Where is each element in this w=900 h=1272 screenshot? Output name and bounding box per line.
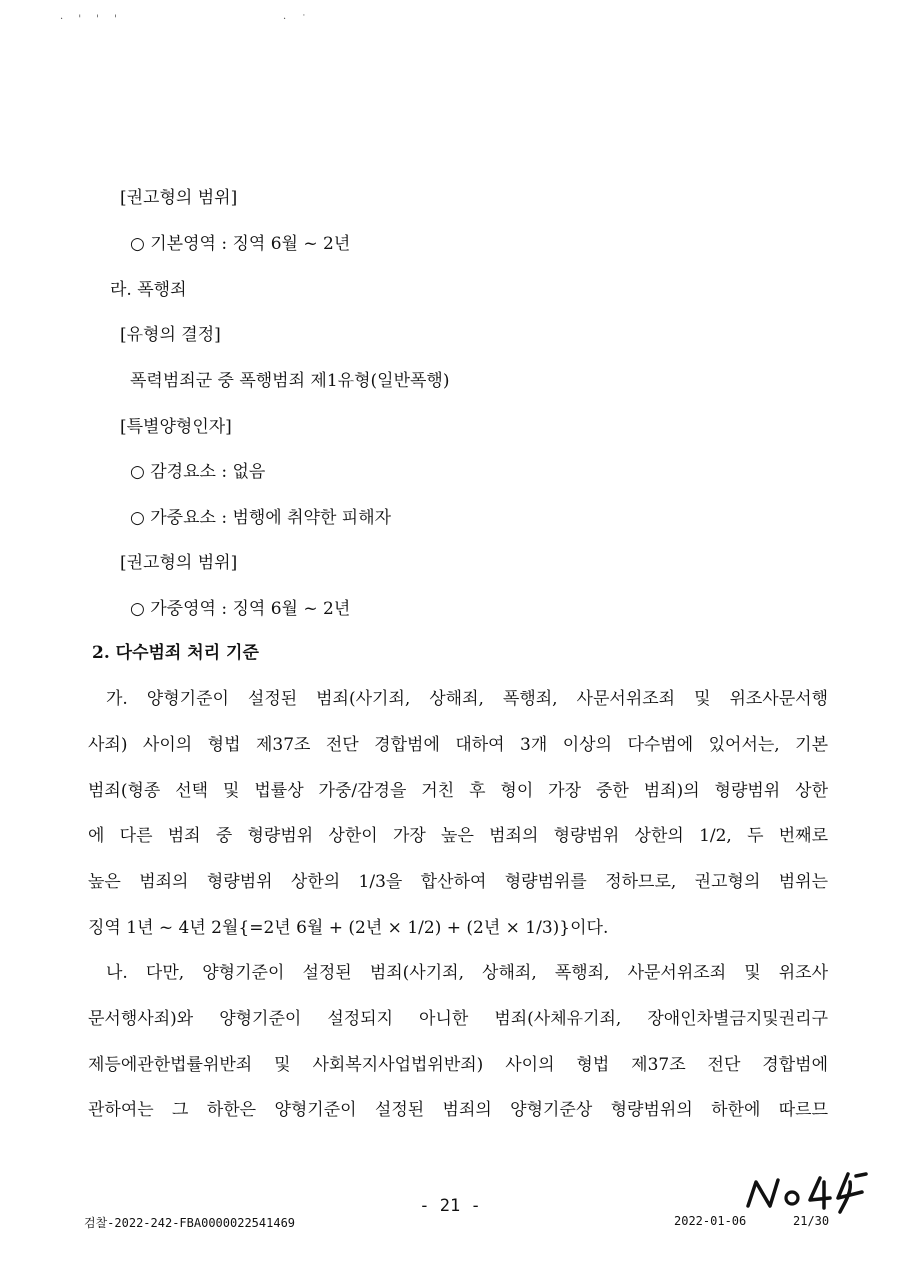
handwritten-page-mark — [744, 1168, 874, 1218]
paragraph-line: 징역 1년 ~ 4년 2월{=2년 6월 + (2년 × 1/2) + (2년 × 1/3)}이다. — [88, 918, 609, 938]
document-id: 검찰-2022-242-FBA0000022541469 — [84, 1216, 296, 1230]
text-line: ○ 가중요소 : 범행에 취약한 피해자 — [130, 508, 392, 528]
text-line: ○ 가중영역 : 징역 6월 ~ 2년 — [130, 599, 351, 619]
paragraph-line: 범죄(형종 선택 및 법률상 가중/감경을 거친 후 형이 가장 중한 범죄)의 형량범위 상한 — [88, 781, 828, 801]
text-line: 폭력범죄군 중 폭행범죄 제1유형(일반폭행) — [130, 371, 450, 391]
page-count: 21/30 — [793, 1214, 830, 1228]
scan-specks: · ' ' ' · ˙ — [60, 14, 313, 25]
paragraph-line: 관하여는 그 하한은 양형기준이 설정된 범죄의 양형기준상 형량범위의 하한에 따르므 — [88, 1100, 828, 1120]
paragraph-line: 제등에관한법률위반죄 및 사회복지사업법위반죄) 사이의 형법 제37조 전단 경합범에 — [88, 1055, 828, 1075]
subsection-heading: 라. 폭행죄 — [110, 280, 187, 300]
paragraph-line: 사죄) 사이의 형법 제37조 전단 경합범에 대하여 3개 이상의 다수범에 있어서는, 기본 — [88, 735, 828, 755]
section-heading: 2. 다수범죄 처리 기준 — [92, 643, 259, 663]
section-label: [권고형의 범위] — [120, 553, 238, 573]
paragraph-line: 문서행사죄)와 양형기준이 설정되지 아니한 범죄(사체유기죄, 장애인차별금지및권리구 — [88, 1009, 828, 1029]
paragraph-line: 에 다른 범죄 중 형량범위 상한이 가장 높은 범죄의 형량범위 상한의 1/2, 두 번째로 — [88, 826, 828, 846]
paragraph-line: 가. 양형기준이 설정된 범죄(사기죄, 상해죄, 폭행죄, 사문서위조죄 및 위조사문서행 — [106, 689, 828, 709]
section-label: [권고형의 범위] — [120, 188, 238, 208]
document-date: 2022-01-06 — [674, 1214, 747, 1228]
paragraph-line: 높은 범죄의 형량범위 상한의 1/3을 합산하여 형량범위를 정하므로, 권고형의 범위는 — [88, 872, 828, 892]
paragraph-line: 나. 다만, 양형기준이 설정된 범죄(사기죄, 상해죄, 폭행죄, 사문서위조죄 및 위조사 — [106, 963, 828, 983]
section-label: [유형의 결정] — [120, 325, 221, 345]
text-line: ○ 기본영역 : 징역 6월 ~ 2년 — [130, 234, 351, 254]
section-label: [특별양형인자] — [120, 417, 232, 437]
text-line: ○ 감경요소 : 없음 — [130, 462, 266, 482]
page-number: - 21 - — [419, 1196, 481, 1216]
